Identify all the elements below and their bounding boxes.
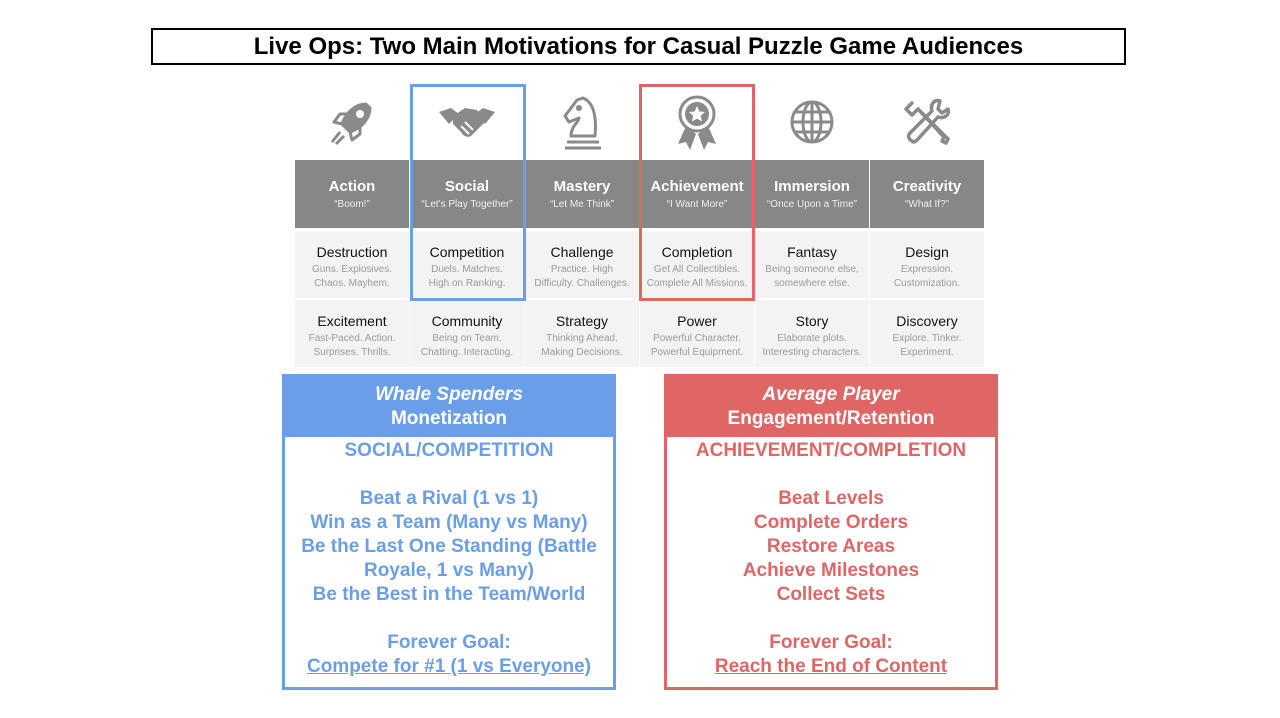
cell-desc: Being someone else, somewhere else. (765, 264, 859, 289)
column-quote: “What If?” (905, 199, 949, 210)
column-header (870, 160, 984, 228)
cell (640, 300, 754, 367)
column-name: Social (444, 178, 490, 195)
column-name: Creativity (892, 178, 962, 195)
list-item: Beat a Rival (1 vs 1) (359, 488, 539, 509)
goal-label: Forever Goal: (387, 632, 511, 653)
cell (755, 231, 869, 298)
chess-knight-icon (525, 92, 639, 152)
cell (525, 231, 639, 298)
cell-title: Competition (429, 244, 505, 260)
average-player-panel (664, 374, 998, 690)
cell-desc: Guns. Explosives. Chaos. Mayhem. (311, 264, 393, 289)
cell-desc: Duels. Matches. High on Ranking. (428, 264, 506, 289)
cell-title: Completion (661, 244, 733, 260)
cell-desc: Powerful Character. Powerful Equipment. (650, 333, 744, 358)
cell (755, 300, 869, 367)
panel-header (667, 377, 995, 437)
goal-text: Compete for #1 (1 vs Everyone) (306, 656, 592, 677)
panel-header-subtitle: Engagement/Retention (727, 408, 935, 429)
panel-category: SOCIAL/COMPETITION (344, 440, 554, 461)
globe-icon (755, 92, 869, 152)
tools-icon (870, 92, 984, 152)
cell (870, 300, 984, 367)
goal-label: Forever Goal: (769, 632, 893, 653)
cell-title: Community (431, 313, 503, 329)
cell-desc: Being on Team. Chatting. Interacting. (420, 333, 514, 358)
cell-desc: Get All Collectibles. Complete All Missions. (646, 264, 748, 289)
panel-header (285, 377, 613, 437)
panel-body (285, 439, 613, 679)
whale-spenders-panel (282, 374, 616, 690)
panel-body (667, 439, 995, 679)
cell-desc: Practice. High Difficulty. Challenges. (534, 264, 630, 289)
cell-title: Strategy (555, 313, 609, 329)
list-item: Restore Areas (766, 536, 896, 557)
social-highlight-frame (410, 84, 526, 301)
rocket-icon (295, 92, 409, 152)
cell-title: Story (795, 313, 829, 329)
column-name: Achievement (650, 178, 744, 195)
cell-desc: Thinking Ahead. Making Decisions. (541, 333, 623, 358)
cell-title: Design (905, 244, 949, 260)
column-header (525, 160, 639, 228)
cell-desc: Fast-Paced. Action. Surprises. Thrills. (308, 333, 396, 358)
column-quote: “Once Upon a Time” (766, 199, 858, 210)
cell (870, 231, 984, 298)
panel-list (285, 487, 613, 607)
goal-text: Reach the End of Content (714, 656, 948, 677)
cell-desc: Explore. Tinker. Experiment. (892, 333, 962, 358)
column-header (755, 160, 869, 228)
panel-header-subtitle: Monetization (390, 408, 508, 429)
cell-title: Excitement (317, 313, 387, 329)
list-item: Achieve Milestones (742, 560, 920, 581)
column-quote: “Boom!” (334, 199, 370, 210)
column-name: Action (328, 178, 376, 195)
list-item: Beat Levels (778, 488, 884, 509)
panel-category: ACHIEVEMENT/COMPLETION (695, 440, 967, 461)
list-item: Royale, 1 vs Many) (363, 560, 535, 581)
column-quote: “Let Me Think” (549, 199, 615, 210)
list-item: Win as a Team (Many vs Many) (310, 512, 588, 533)
cell-desc: Expression. Customization. (893, 264, 961, 289)
panel-list (667, 487, 995, 607)
cell-title: Destruction (316, 244, 388, 260)
column-name: Immersion (774, 178, 850, 195)
column-quote: “I Want More” (666, 199, 728, 210)
cell (295, 300, 409, 367)
cell-title: Power (677, 313, 717, 329)
list-item: Be the Best in the Team/World (312, 584, 586, 605)
achievement-highlight-frame (639, 84, 755, 301)
cell-title: Discovery (896, 313, 958, 329)
panel-header-title: Whale Spenders (375, 384, 523, 405)
list-item: Be the Last One Standing (Battle (301, 536, 597, 557)
cell-desc: Elaborate plots. Interesting characters. (762, 333, 862, 358)
cell-title: Challenge (550, 244, 614, 260)
panel-header-title: Average Player (762, 384, 900, 405)
list-item: Complete Orders (753, 512, 909, 533)
list-item: Collect Sets (776, 584, 886, 605)
page-title: Live Ops: Two Main Motivations for Casual Puzzle Game Audiences (151, 28, 1126, 65)
cell-title: Fantasy (787, 244, 837, 260)
cell (410, 300, 524, 367)
column-header (295, 160, 409, 228)
column-quote: “Let’s Play Together” (421, 199, 513, 210)
column-name: Mastery (553, 178, 611, 195)
cell (525, 300, 639, 367)
cell (295, 231, 409, 298)
